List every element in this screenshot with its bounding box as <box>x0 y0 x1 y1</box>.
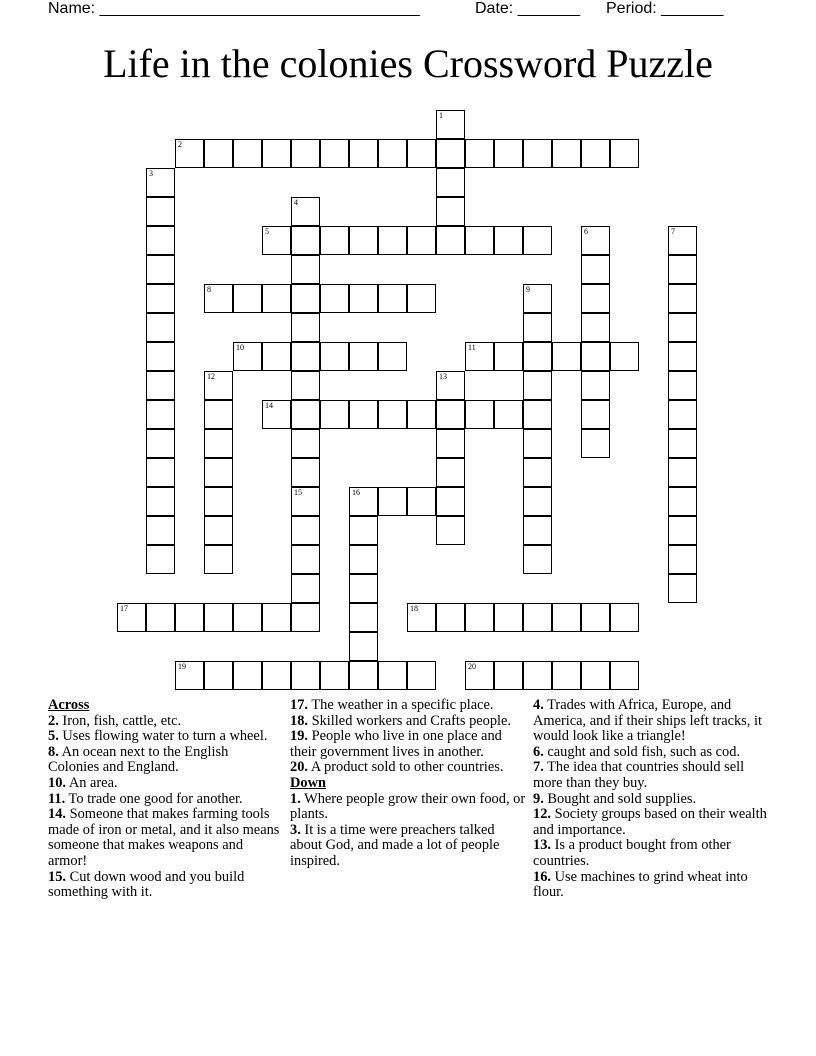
grid-cell[interactable] <box>552 342 581 371</box>
grid-cell[interactable] <box>581 255 610 284</box>
grid-cell[interactable] <box>436 110 465 139</box>
clues-column-3 <box>533 698 769 901</box>
grid-cell[interactable] <box>581 400 610 429</box>
grid-cell[interactable] <box>436 168 465 197</box>
clue-across-8: 8. An ocean next to the English Colonies and England. <box>48 743 229 776</box>
grid-cell[interactable] <box>233 284 262 313</box>
cell-number: 6 <box>584 227 588 236</box>
grid-cell[interactable] <box>436 603 465 632</box>
clue-down-16: 16. Use machines to grind wheat into flour. <box>533 868 748 901</box>
grid-cell[interactable] <box>465 139 494 168</box>
grid-cell[interactable] <box>523 487 552 516</box>
grid-cell[interactable] <box>146 342 175 371</box>
grid-cell[interactable] <box>146 255 175 284</box>
grid-cell[interactable] <box>610 342 639 371</box>
grid-cell[interactable] <box>349 516 378 545</box>
grid-cell[interactable] <box>291 487 320 516</box>
grid-cell[interactable] <box>291 313 320 342</box>
grid-cell[interactable] <box>581 429 610 458</box>
cell-number: 16 <box>352 488 360 497</box>
grid-cell[interactable] <box>233 342 262 371</box>
grid-cell[interactable] <box>407 400 436 429</box>
grid-cell[interactable] <box>668 574 697 603</box>
grid-cell[interactable] <box>494 661 523 690</box>
grid-cell[interactable] <box>523 284 552 313</box>
grid-cell[interactable] <box>494 603 523 632</box>
grid-cell[interactable] <box>204 487 233 516</box>
grid-cell[interactable] <box>523 429 552 458</box>
grid-cell[interactable] <box>349 603 378 632</box>
grid-cell[interactable] <box>204 458 233 487</box>
grid-cell[interactable] <box>668 371 697 400</box>
grid-cell[interactable] <box>291 255 320 284</box>
grid-cell[interactable] <box>581 603 610 632</box>
grid-cell[interactable] <box>349 574 378 603</box>
clue-down-4: 4. Trades with Africa, Europe, and America, and if their ships left tracks, it would look like a triangle! <box>533 697 762 745</box>
grid-cell[interactable] <box>465 603 494 632</box>
clue-across-2: 2. Iron, fish, cattle, etc. <box>48 712 182 729</box>
grid-cell[interactable] <box>204 661 233 690</box>
grid-cell[interactable] <box>581 139 610 168</box>
grid-cell[interactable] <box>552 661 581 690</box>
grid-cell[interactable] <box>494 139 523 168</box>
grid-cell[interactable] <box>552 603 581 632</box>
clue-down-9: 9. Bought and sold supplies. <box>533 790 697 807</box>
clue-down-3: 3. It is a time were preachers talked about God, and made a lot of people inspired. <box>290 821 500 869</box>
grid-cell[interactable] <box>204 139 233 168</box>
grid-cell[interactable] <box>436 400 465 429</box>
grid-cell[interactable] <box>378 226 407 255</box>
clue-across-10: 10. An area. <box>48 774 118 791</box>
grid-cell[interactable] <box>204 371 233 400</box>
clue-down-7: 7. The idea that countries should sell more than they buy. <box>533 759 745 791</box>
grid-cell[interactable] <box>523 458 552 487</box>
grid-cell[interactable] <box>233 661 262 690</box>
clue-down-6: 6. caught and sold fish, such as cod. <box>533 743 741 760</box>
grid-cell[interactable] <box>146 458 175 487</box>
grid-cell[interactable] <box>146 168 175 197</box>
cell-number: 8 <box>207 285 211 294</box>
grid-cell[interactable] <box>320 342 349 371</box>
grid-cell[interactable] <box>523 313 552 342</box>
grid-cell[interactable] <box>349 632 378 661</box>
grid-cell[interactable] <box>262 603 291 632</box>
grid-cell[interactable] <box>581 661 610 690</box>
cell-number: 1 <box>439 111 443 120</box>
period-field-label[interactable]: Period: _______ <box>606 0 724 17</box>
grid-cell[interactable] <box>494 226 523 255</box>
grid-cell[interactable] <box>349 342 378 371</box>
grid-cell[interactable] <box>146 603 175 632</box>
grid-cell[interactable] <box>175 603 204 632</box>
grid-cell[interactable] <box>407 661 436 690</box>
grid-cell[interactable] <box>436 516 465 545</box>
cell-number: 4 <box>294 198 298 207</box>
grid-cell[interactable] <box>668 545 697 574</box>
grid-cell[interactable] <box>320 139 349 168</box>
cell-number: 12 <box>207 372 215 381</box>
grid-cell[interactable] <box>262 139 291 168</box>
grid-cell[interactable] <box>407 603 436 632</box>
grid-cell[interactable] <box>378 487 407 516</box>
grid-cell[interactable] <box>204 400 233 429</box>
grid-cell[interactable] <box>668 429 697 458</box>
grid-cell[interactable] <box>262 284 291 313</box>
grid-cell[interactable] <box>581 284 610 313</box>
grid-cell[interactable] <box>291 139 320 168</box>
grid-cell[interactable] <box>349 487 378 516</box>
grid-cell[interactable] <box>494 342 523 371</box>
grid-cell[interactable] <box>204 603 233 632</box>
grid-cell[interactable] <box>117 603 146 632</box>
clues-column-1 <box>48 698 283 901</box>
grid-cell[interactable] <box>523 342 552 371</box>
cell-number: 19 <box>178 662 186 671</box>
grid-cell[interactable] <box>436 429 465 458</box>
cell-number: 17 <box>120 604 128 613</box>
clue-down-1: 1. Where people grow their own food, or plants. <box>290 790 526 823</box>
grid-cell[interactable] <box>291 284 320 313</box>
clue-across-14: 14. Someone that makes farming tools made of iron or metal, and it also means someone that makes weapons and armor! <box>48 806 280 869</box>
cell-number: 13 <box>439 372 447 381</box>
grid-cell[interactable] <box>291 661 320 690</box>
grid-cell[interactable] <box>436 139 465 168</box>
grid-cell[interactable] <box>320 400 349 429</box>
grid-cell[interactable] <box>668 255 697 284</box>
grid-cell[interactable] <box>291 516 320 545</box>
grid-cell[interactable] <box>291 197 320 226</box>
clue-down-13: 13. Is a product bought from other countries. <box>533 837 731 869</box>
grid-cell[interactable] <box>349 284 378 313</box>
grid-cell[interactable] <box>668 342 697 371</box>
grid-cell[interactable] <box>378 139 407 168</box>
grid-cell[interactable] <box>233 139 262 168</box>
grid-cell[interactable] <box>668 458 697 487</box>
cell-number: 5 <box>265 227 269 236</box>
clue-across-17: 17. The weather in a specific place. <box>290 697 494 713</box>
grid-cell[interactable] <box>523 516 552 545</box>
grid-cell[interactable] <box>523 226 552 255</box>
grid-cell[interactable] <box>407 226 436 255</box>
cell-number: 3 <box>149 169 153 178</box>
grid-cell[interactable] <box>407 139 436 168</box>
grid-cell[interactable] <box>436 371 465 400</box>
grid-cell[interactable] <box>204 516 233 545</box>
grid-cell[interactable] <box>291 545 320 574</box>
clue-down-12: 12. Society groups based on their wealth and importance. <box>533 806 767 838</box>
grid-cell[interactable] <box>320 284 349 313</box>
grid-cell[interactable] <box>320 661 349 690</box>
grid-cell[interactable] <box>175 661 204 690</box>
grid-cell[interactable] <box>262 226 291 255</box>
grid-cell[interactable] <box>291 603 320 632</box>
grid-cell[interactable] <box>349 400 378 429</box>
grid-cell[interactable] <box>436 458 465 487</box>
grid-cell[interactable] <box>523 603 552 632</box>
grid-cell[interactable] <box>465 400 494 429</box>
cell-number: 7 <box>671 227 675 236</box>
down-heading: Down <box>290 774 326 791</box>
grid-cell[interactable] <box>523 545 552 574</box>
grid-cell[interactable] <box>407 487 436 516</box>
grid-cell[interactable] <box>436 226 465 255</box>
grid-cell[interactable] <box>349 226 378 255</box>
grid-cell[interactable] <box>668 516 697 545</box>
name-field-label[interactable]: Name: ____________________________________ <box>48 0 420 17</box>
grid-cell[interactable] <box>668 487 697 516</box>
grid-cell[interactable] <box>233 603 262 632</box>
grid-cell[interactable] <box>378 661 407 690</box>
grid-cell[interactable] <box>291 371 320 400</box>
grid-cell[interactable] <box>262 661 291 690</box>
grid-cell[interactable] <box>146 516 175 545</box>
grid-cell[interactable] <box>349 139 378 168</box>
grid-cell[interactable] <box>465 226 494 255</box>
grid-cell[interactable] <box>146 400 175 429</box>
grid-cell[interactable] <box>523 400 552 429</box>
grid-cell[interactable] <box>523 371 552 400</box>
grid-cell[interactable] <box>523 661 552 690</box>
clue-across-5: 5. Uses flowing water to turn a wheel. <box>48 728 268 745</box>
grid-cell[interactable] <box>146 226 175 255</box>
grid-cell[interactable] <box>523 139 552 168</box>
grid-cell[interactable] <box>146 313 175 342</box>
date-field-label[interactable]: Date: _______ <box>475 0 580 17</box>
clue-across-20: 20. A product sold to other countries. <box>290 759 504 776</box>
grid-cell[interactable] <box>262 400 291 429</box>
grid-cell[interactable] <box>320 226 349 255</box>
grid-cell[interactable] <box>581 313 610 342</box>
grid-cell[interactable] <box>146 545 175 574</box>
grid-cell[interactable] <box>581 226 610 255</box>
grid-cell[interactable] <box>291 400 320 429</box>
grid-cell[interactable] <box>610 139 639 168</box>
grid-cell[interactable] <box>610 603 639 632</box>
cell-number: 2 <box>178 140 182 149</box>
grid-cell[interactable] <box>668 313 697 342</box>
grid-cell[interactable] <box>436 487 465 516</box>
grid-cell[interactable] <box>175 139 204 168</box>
grid-cell[interactable] <box>146 429 175 458</box>
grid-cell[interactable] <box>146 284 175 313</box>
cell-number: 11 <box>468 343 476 352</box>
grid-cell[interactable] <box>465 342 494 371</box>
grid-cell[interactable] <box>204 284 233 313</box>
grid-cell[interactable] <box>204 429 233 458</box>
grid-cell[interactable] <box>146 197 175 226</box>
across-heading: Across <box>48 697 90 713</box>
clue-across-15: 15. Cut down wood and you build something with it. <box>48 868 245 901</box>
grid-cell[interactable] <box>436 197 465 226</box>
clues-column-2 <box>290 698 526 870</box>
cell-number: 10 <box>236 343 244 352</box>
cell-number: 15 <box>294 488 302 497</box>
clue-across-18: 18. Skilled workers and Crafts people. <box>290 712 512 729</box>
grid-cell[interactable] <box>349 545 378 574</box>
clue-across-11: 11. To trade one good for another. <box>48 790 243 807</box>
cell-number: 14 <box>265 401 273 410</box>
grid-cell[interactable] <box>494 400 523 429</box>
grid-cell[interactable] <box>262 342 291 371</box>
cell-number: 18 <box>410 604 418 613</box>
grid-cell[interactable] <box>668 226 697 255</box>
grid-cell[interactable] <box>291 458 320 487</box>
grid-cell[interactable] <box>291 342 320 371</box>
clue-across-19: 19. People who live in one place and their government lives in another. <box>290 728 502 760</box>
grid-cell[interactable] <box>378 284 407 313</box>
grid-cell[interactable] <box>668 400 697 429</box>
grid-cell[interactable] <box>146 371 175 400</box>
grid-cell[interactable] <box>291 574 320 603</box>
cell-number: 9 <box>526 285 530 294</box>
grid-cell[interactable] <box>378 342 407 371</box>
cell-number: 20 <box>468 662 476 671</box>
grid-cell[interactable] <box>668 284 697 313</box>
grid-cell[interactable] <box>581 342 610 371</box>
grid-cell[interactable] <box>146 487 175 516</box>
page-title: Life in the colonies Crossword Puzzle <box>103 41 713 86</box>
grid-cell[interactable] <box>407 284 436 313</box>
grid-cell[interactable] <box>378 400 407 429</box>
grid-cell[interactable] <box>349 661 378 690</box>
grid-cell[interactable] <box>291 429 320 458</box>
grid-cell[interactable] <box>581 371 610 400</box>
grid-cell[interactable] <box>610 661 639 690</box>
grid-cell[interactable] <box>465 661 494 690</box>
grid-cell[interactable] <box>291 226 320 255</box>
grid-cell[interactable] <box>552 139 581 168</box>
grid-cell[interactable] <box>204 545 233 574</box>
